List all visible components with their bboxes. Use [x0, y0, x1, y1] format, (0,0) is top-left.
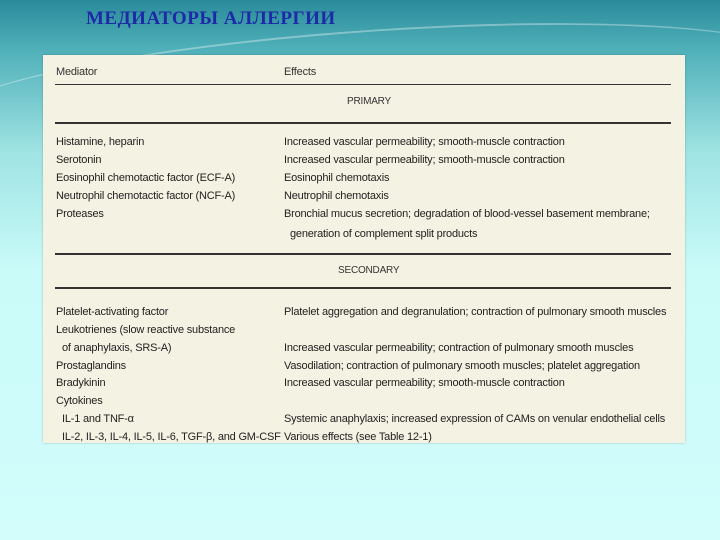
secondary-rule: [55, 287, 671, 289]
primary-mediator: Neutrophil chemotactic factor (NCF-A): [56, 190, 236, 202]
secondary-mediator: IL-2, IL-3, IL-4, IL-5, IL-6, TGF-β, and GM-CSF: [62, 431, 281, 443]
primary-rule: [55, 122, 671, 124]
primary-effect: Increased vascular permeability; smooth-muscle contraction: [284, 136, 565, 148]
primary-mediator: Histamine, heparin: [56, 136, 145, 148]
secondary-mediator: Bradykinin: [56, 377, 106, 389]
section-label-primary: PRIMARY: [347, 96, 391, 107]
secondary-mediator: Leukotrienes (slow reactive substance: [56, 324, 236, 336]
secondary-top-rule: [55, 253, 671, 255]
column-header-mediator: Mediator: [56, 66, 98, 78]
primary-mediator: Proteases: [56, 208, 104, 220]
secondary-mediator-continuation: of anaphylaxis, SRS-A): [62, 342, 172, 354]
secondary-effect: Vasodilation; contraction of pulmonary smooth muscles; platelet aggregation: [284, 360, 640, 372]
secondary-mediator: Platelet-activating factor: [56, 306, 169, 318]
primary-mediator: Eosinophil chemotactic factor (ECF-A): [56, 172, 236, 184]
primary-mediator: Serotonin: [56, 154, 102, 166]
primary-effect-continuation: generation of complement split products: [290, 228, 478, 240]
secondary-effect: Increased vascular permeability; contraction of pulmonary smooth muscles: [284, 342, 634, 354]
primary-effect: Bronchial mucus secretion; degradation of blood-vessel basement membrane;: [284, 208, 650, 220]
header-rule: [55, 84, 671, 85]
column-header-effects: Effects: [284, 66, 317, 78]
secondary-effect: Platelet aggregation and degranulation; contraction of pulmonary smooth muscles: [284, 306, 667, 318]
slide-title: МЕДИАТОРЫ АЛЛЕРГИИ: [86, 8, 336, 29]
secondary-mediator: IL-1 and TNF-α: [62, 413, 134, 425]
mediators-table: [43, 55, 685, 443]
primary-effect: Eosinophil chemotaxis: [284, 172, 390, 184]
primary-effect: Increased vascular permeability; smooth-muscle contraction: [284, 154, 565, 166]
secondary-mediator: Prostaglandins: [56, 360, 126, 372]
secondary-mediator: Cytokines: [56, 395, 103, 407]
secondary-effect: Various effects (see Table 12-1): [284, 431, 432, 443]
secondary-effect: Systemic anaphylaxis; increased expression of CAMs on venular endothelial cells: [284, 413, 666, 425]
secondary-effect: Increased vascular permeability; smooth-muscle contraction: [284, 377, 565, 389]
primary-effect: Neutrophil chemotaxis: [284, 190, 389, 202]
section-label-secondary: SECONDARY: [338, 265, 400, 276]
